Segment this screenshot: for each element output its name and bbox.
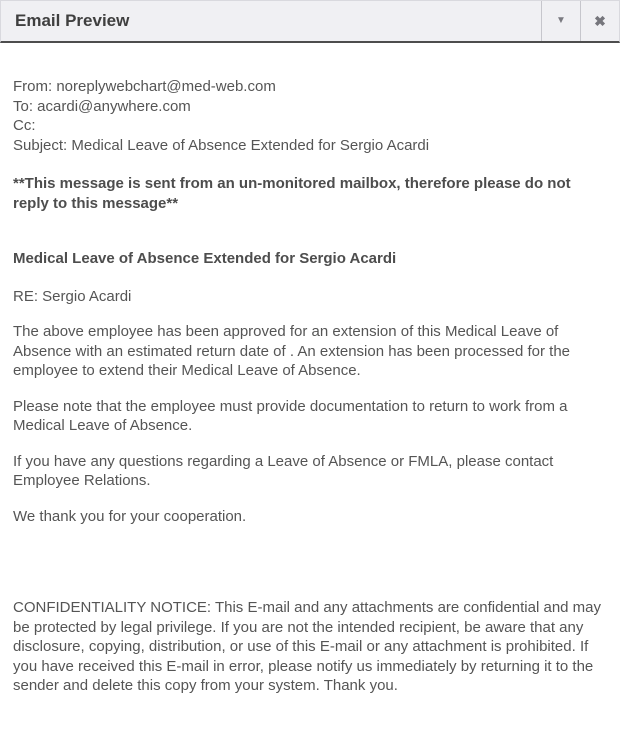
close-button[interactable] — [580, 1, 619, 41]
confidentiality-notice: CONFIDENTIALITY NOTICE: This E-mail and any attachments are confidential and may be protected by legal privilege. If you are not the intended recipient, be aware that any disclosure, copying, distribution, or use of this E-mail or any attachment is prohibited. If you have received this E-mail in error, please notify us immediately by returning it to the sender and delete this copy from your system. Thank you. — [13, 599, 602, 694]
email-heading: Medical Leave of Absence Extended for Sergio Acardi — [13, 250, 397, 267]
email-headers — [13, 77, 607, 155]
chevron-down-icon: ▼ — [556, 15, 566, 26]
email-to-line: To: acardi@anywhere.com — [13, 97, 191, 115]
unmonitored-mailbox-warning: **This message is sent from an un-monitored mailbox, therefore please do not reply to this message** — [13, 175, 571, 212]
dialog-title: Email Preview — [15, 11, 130, 30]
close-icon: ✖ — [594, 13, 606, 29]
email-cc-line: Cc: — [13, 117, 36, 134]
dialog-titlebar — [0, 0, 620, 43]
collapse-button[interactable] — [541, 1, 580, 41]
body-paragraph: If you have any questions regarding a Leave of Absence or FMLA, please contact Employee Relations. — [13, 452, 554, 489]
email-from-line: From: noreplywebchart@med-web.com — [13, 78, 276, 95]
body-paragraph: We thank you for your cooperation. — [13, 507, 247, 525]
body-paragraph: Please note that the employee must provide documentation to return to work from a Medical Leave of Absence. — [13, 397, 568, 434]
re-line: RE: Sergio Acardi — [13, 287, 132, 305]
email-body — [0, 43, 620, 696]
email-subject-line: Subject: Medical Leave of Absence Extended for Sergio Acardi — [13, 136, 430, 154]
body-paragraph: The above employee has been approved for an extension of this Medical Leave of Absence with an estimated return date of . An extension has been processed for the employee to extend their Medical Leave of Absence. — [13, 323, 571, 379]
